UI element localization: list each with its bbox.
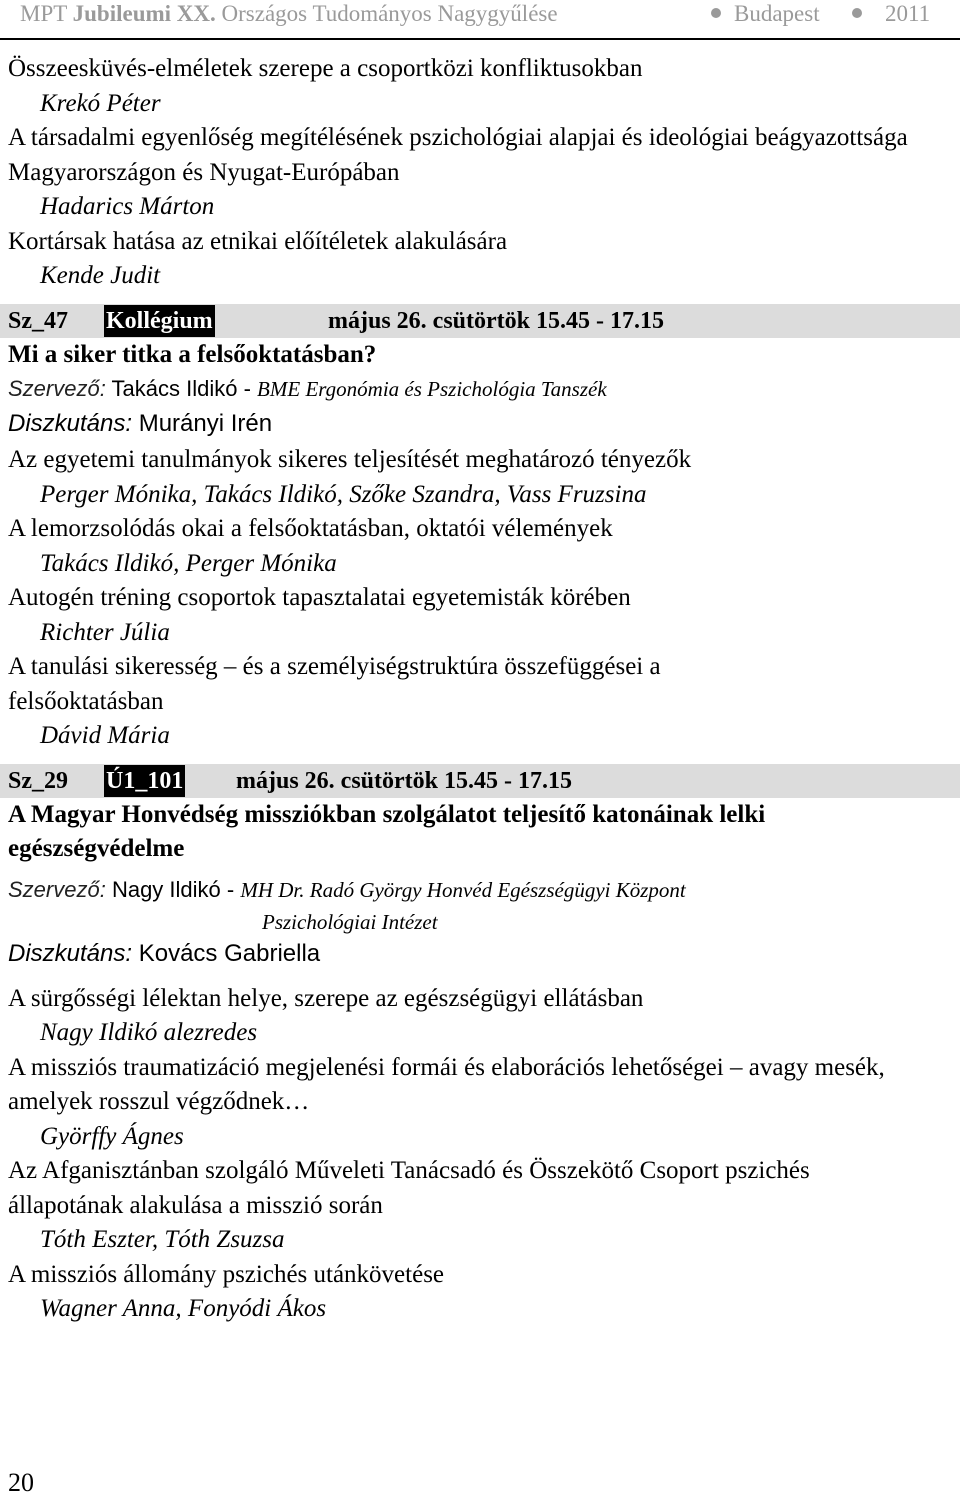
session-discussant: Diszkutáns: Murányi Irén bbox=[8, 409, 273, 437]
header-city: Budapest bbox=[734, 1, 820, 26]
session-code: Sz_47 bbox=[8, 307, 68, 334]
session-code: Sz_29 bbox=[8, 767, 68, 794]
session-title: Mi a siker titka a felsőoktatásban? bbox=[8, 340, 377, 368]
header-jubileum: Jubileumi XX. bbox=[72, 1, 216, 26]
talk-authors: Nagy Ildikó alezredes bbox=[40, 1019, 258, 1046]
talk-title: A lemorzsolódás okai a felsőoktatásban, oktatói vélemények bbox=[8, 515, 613, 542]
talk-authors: Richter Júlia bbox=[40, 618, 170, 646]
program-content bbox=[0, 52, 960, 1327]
session-room: Ú1_101 bbox=[104, 765, 185, 797]
talk-title: Kortársak hatása az etnikai előítéletek alakulására bbox=[8, 227, 508, 255]
session-organizer: Szervező: Nagy Ildikó - MH Dr. Radó György Honvéd Egészségügyi Központ bbox=[8, 876, 686, 902]
session-time: május 26. csütörtök 15.45 - 17.15 bbox=[236, 767, 572, 794]
talk-title: Összeesküvés-elméletek szerepe a csoportközi konfliktusokban bbox=[8, 55, 643, 82]
talk-title: Az egyetemi tanulmányok sikeres teljesítését meghatározó tényezők bbox=[8, 446, 692, 473]
session-title: A Magyar Honvédség missziókban szolgálatot teljesítő katonáinak lelki egészségvédelme bbox=[8, 800, 766, 862]
session-organizer: Szervező: Takács Ildikó - BME Ergonómia és Pszichológia Tanszék bbox=[8, 376, 607, 401]
talk-authors: Tóth Eszter, Tóth Zsuzsa bbox=[40, 1226, 285, 1253]
talk-authors: Györffy Ágnes bbox=[40, 1122, 184, 1150]
talk-title: A sürgősségi lélektan helye, szerepe az egészségügyi ellátásban bbox=[8, 984, 644, 1012]
talk-authors: Dávid Mária bbox=[40, 722, 170, 749]
talk-title: Autogén tréning csoportok tapasztalatai egyetemisták körében bbox=[8, 584, 631, 611]
talk-authors: Kende Judit bbox=[40, 262, 161, 289]
bullet-icon bbox=[852, 8, 862, 18]
talk-title: A missziós állomány pszichés utánkövetése bbox=[8, 1260, 445, 1288]
talk-authors: Perger Mónika, Takács Ildikó, Szőke Szandra, Vass Fruzsina bbox=[40, 480, 647, 508]
header-rule bbox=[0, 38, 960, 40]
bullet-icon bbox=[711, 8, 721, 18]
talk-title: A társadalmi egyenlőség megítélésének pszichológiai alapjai és ideológiai beágyazottsága Magyarországon és Nyugat-Európában bbox=[8, 124, 908, 186]
header-title: MPT Jubileumi XX. Országos Tudományos Nagygyűlése bbox=[20, 1, 558, 26]
talk-authors: Takács Ildikó, Perger Mónika bbox=[40, 549, 337, 577]
session-bar bbox=[0, 764, 960, 798]
talk-authors: Hadarics Márton bbox=[40, 193, 215, 220]
talk-title: A missziós traumatizáció megjelenési formái és elaborációs lehetőségei – avagy mesék, amelyek rosszul végződnek… bbox=[8, 1053, 885, 1115]
header-year: 2011 bbox=[885, 1, 931, 26]
session-time: május 26. csütörtök 15.45 - 17.15 bbox=[328, 307, 664, 334]
session-discussant: Diszkutáns: Kovács Gabriella bbox=[8, 940, 321, 967]
page-header bbox=[0, 0, 960, 28]
session-bar bbox=[0, 304, 960, 338]
session-room: Kollégium bbox=[104, 305, 215, 337]
talk-title: Az Afganisztánban szolgáló Műveleti Tanácsadó és Összekötő Csoport pszichés állapotának alakulása a misszió során bbox=[8, 1157, 810, 1219]
talk-title: A tanulási sikeresség – és a személyiségstruktúra összefüggései a felsőoktatásban bbox=[8, 653, 661, 715]
page-number: 20 bbox=[8, 1468, 34, 1497]
talk-authors: Krekó Péter bbox=[40, 89, 161, 117]
session-organizer-institute: Pszichológiai Intézet bbox=[262, 910, 438, 934]
talk-authors: Wagner Anna, Fonyódi Ákos bbox=[40, 1295, 327, 1322]
